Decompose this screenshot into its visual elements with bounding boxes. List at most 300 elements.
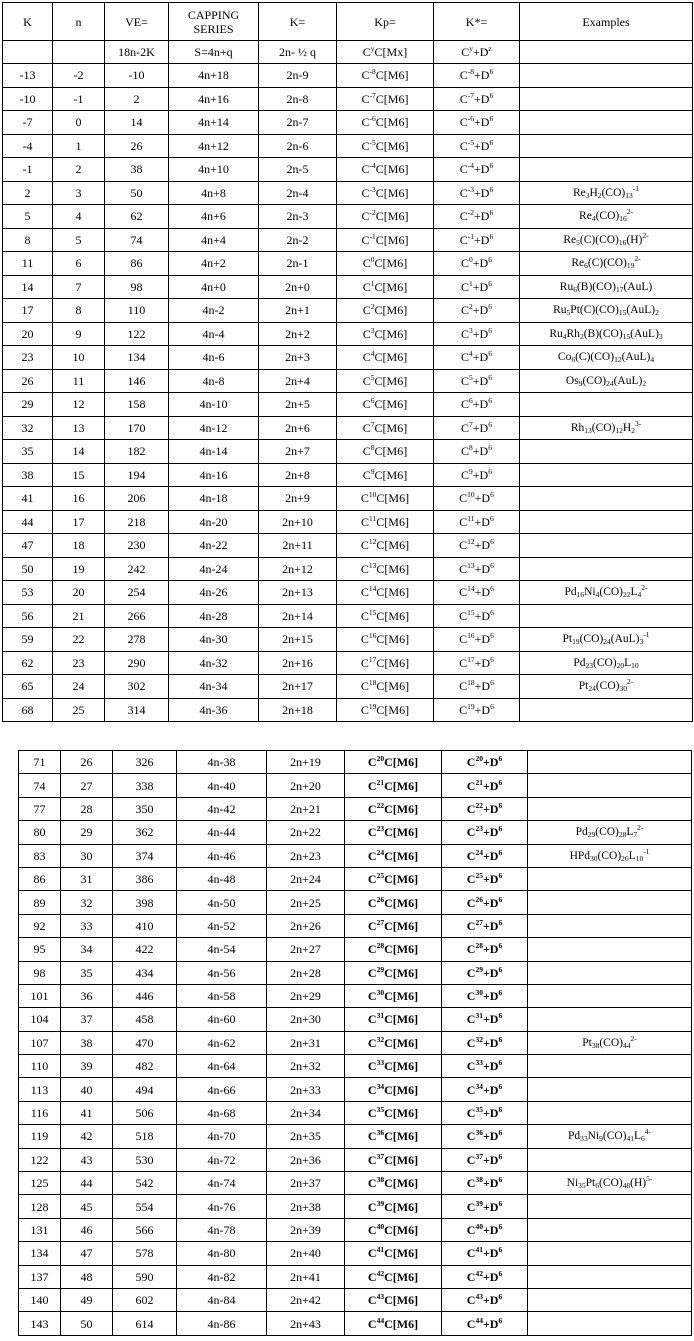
example-cell: $Re_4(CO)_{16}^{2-}$ xyxy=(520,205,693,229)
ve-cell: 134 xyxy=(105,346,169,370)
n-cell: 50 xyxy=(61,1312,113,1335)
kp-cell: $C^{25}C[M6]$ xyxy=(345,867,442,890)
example-cell: $Pd_{33}Ni_9(CO)_{41}L_6^{4-}$ xyxy=(528,1125,692,1148)
example-cell xyxy=(528,1195,692,1218)
table-row xyxy=(3,322,693,346)
kstar-cell: $C^8+D^6$ xyxy=(434,440,520,464)
table-row xyxy=(3,675,693,699)
example-cell xyxy=(528,774,692,797)
kstar-cell: $C^1+D^6$ xyxy=(434,275,520,299)
ve-cell: 362 xyxy=(113,821,177,844)
example-cell: $HPd_{30}(CO)_{26}L_{10}^{-1}$ xyxy=(528,844,692,867)
ve-cell: 386 xyxy=(113,867,177,890)
subheader-cell: $C^yC[Mx]$ xyxy=(337,41,434,64)
n-cell: 46 xyxy=(61,1218,113,1241)
k-cell: 8 xyxy=(3,228,53,252)
n-cell: 13 xyxy=(53,416,105,440)
kstar-cell: $C^{30}+D^6$ xyxy=(442,984,528,1007)
k-formula-cell: 2n+34 xyxy=(267,1101,345,1124)
ve-cell: 14 xyxy=(105,111,169,135)
kp-cell: $C^{38}C[M6]$ xyxy=(345,1172,442,1195)
n-cell: 41 xyxy=(61,1101,113,1124)
k-cell: 92 xyxy=(19,914,61,937)
example-cell xyxy=(520,557,693,581)
table-row xyxy=(3,557,693,581)
kp-cell: $C^{10}C[M6]$ xyxy=(337,487,434,511)
kstar-cell: $C^7+D^6$ xyxy=(434,416,520,440)
k-formula-cell: 2n-3 xyxy=(259,205,337,229)
n-cell: 2 xyxy=(53,158,105,182)
ve-cell: 158 xyxy=(105,393,169,417)
k-cell: 53 xyxy=(3,581,53,605)
kstar-cell: $C^{20}+D^6$ xyxy=(442,751,528,774)
k-formula-cell: 2n+10 xyxy=(259,510,337,534)
kstar-cell: $C^{34}+D^6$ xyxy=(442,1078,528,1101)
n-cell: -1 xyxy=(53,87,105,111)
example-cell xyxy=(528,891,692,914)
capping-cell: 4n-48 xyxy=(177,867,267,890)
k-cell: 80 xyxy=(19,821,61,844)
k-formula-cell: 2n+2 xyxy=(259,322,337,346)
subheader-cell: 2n- ½ q xyxy=(259,41,337,64)
table-row xyxy=(3,440,693,464)
k-cell: 62 xyxy=(3,651,53,675)
table-row xyxy=(19,984,692,1007)
example-cell: $Ru_4Rh_2(B)(CO)_{15}(AuL)_3$ xyxy=(520,322,693,346)
table-row xyxy=(3,604,693,628)
kp-cell: $C^4C[M6]$ xyxy=(337,346,434,370)
table-row xyxy=(3,299,693,323)
header-cell: Kp= xyxy=(337,3,434,41)
kp-cell: $C^{16}C[M6]$ xyxy=(337,628,434,652)
table-row xyxy=(3,510,693,534)
capping-cell: 4n-54 xyxy=(177,938,267,961)
capping-cell: 4n-82 xyxy=(177,1265,267,1288)
capping-cell: 4n-40 xyxy=(177,774,267,797)
table-row xyxy=(3,487,693,511)
example-cell xyxy=(528,938,692,961)
table-row xyxy=(19,1078,692,1101)
n-cell: 23 xyxy=(53,651,105,675)
capping-cell: 4n-68 xyxy=(177,1101,267,1124)
kstar-cell: $C^{28}+D^6$ xyxy=(442,938,528,961)
example-cell xyxy=(528,1148,692,1171)
k-formula-cell: 2n+35 xyxy=(267,1125,345,1148)
table-row xyxy=(3,205,693,229)
k-formula-cell: 2n+43 xyxy=(267,1312,345,1335)
kp-cell: $C^{-6}C[M6]$ xyxy=(337,111,434,135)
kp-cell: $C^6C[M6]$ xyxy=(337,393,434,417)
k-cell: -10 xyxy=(3,87,53,111)
table-row xyxy=(3,698,693,722)
table-row xyxy=(3,346,693,370)
n-cell: 48 xyxy=(61,1265,113,1288)
table-row xyxy=(19,867,692,890)
kstar-cell: $C^{24}+D^6$ xyxy=(442,844,528,867)
kp-cell: $C^{-2}C[M6]$ xyxy=(337,205,434,229)
n-cell: 24 xyxy=(53,675,105,699)
k-cell: 50 xyxy=(3,557,53,581)
kp-cell: $C^{39}C[M6]$ xyxy=(345,1195,442,1218)
kp-cell: $C^{44}C[M6]$ xyxy=(345,1312,442,1335)
capping-cell: 4n-66 xyxy=(177,1078,267,1101)
capping-cell: 4n-34 xyxy=(169,675,259,699)
table-row xyxy=(3,181,693,205)
table-row xyxy=(19,1288,692,1311)
ve-cell: 26 xyxy=(105,134,169,158)
example-cell xyxy=(528,1078,692,1101)
capping-cell: 4n-86 xyxy=(177,1312,267,1335)
capping-cell: 4n-6 xyxy=(169,346,259,370)
n-cell: 43 xyxy=(61,1148,113,1171)
table-row xyxy=(3,651,693,675)
k-formula-cell: 2n+29 xyxy=(267,984,345,1007)
header-row xyxy=(3,3,693,41)
ve-cell: 62 xyxy=(105,205,169,229)
k-formula-cell: 2n+13 xyxy=(259,581,337,605)
example-cell xyxy=(528,1218,692,1241)
ve-cell: 542 xyxy=(113,1172,177,1195)
example-cell xyxy=(520,487,693,511)
capping-cell: 4n-32 xyxy=(169,651,259,675)
k-formula-cell: 2n+41 xyxy=(267,1265,345,1288)
k-cell: 68 xyxy=(3,698,53,722)
kstar-cell: $C^{-7}+D^6$ xyxy=(434,87,520,111)
kstar-cell: $C^{40}+D^6$ xyxy=(442,1218,528,1241)
example-cell: $Ru_6(B)(CO)_{17}(AuL)$ xyxy=(520,275,693,299)
kp-cell: $C^5C[M6]$ xyxy=(337,369,434,393)
example-cell xyxy=(528,1312,692,1335)
capping-cell: 4n-10 xyxy=(169,393,259,417)
k-cell: 104 xyxy=(19,1008,61,1031)
n-cell: 39 xyxy=(61,1055,113,1078)
kp-cell: $C^{33}C[M6]$ xyxy=(345,1055,442,1078)
kstar-cell: $C^{23}+D^6$ xyxy=(442,821,528,844)
kp-cell: $C^{26}C[M6]$ xyxy=(345,891,442,914)
example-cell: $Re_6(C)(CO)_{19}^{2-}$ xyxy=(520,252,693,276)
n-cell: 7 xyxy=(53,275,105,299)
example-cell xyxy=(520,393,693,417)
k-formula-cell: 2n+17 xyxy=(259,675,337,699)
capping-cell: 4n-78 xyxy=(177,1218,267,1241)
example-cell: $Pt_{24}(CO)_{30}^{2-}$ xyxy=(520,675,693,699)
ve-cell: 410 xyxy=(113,914,177,937)
example-cell xyxy=(528,1008,692,1031)
example-cell xyxy=(528,1288,692,1311)
k-cell: 77 xyxy=(19,797,61,820)
kp-cell: $C^{14}C[M6]$ xyxy=(337,581,434,605)
example-cell xyxy=(520,534,693,558)
example-cell xyxy=(528,1242,692,1265)
kp-cell: $C^{-4}C[M6]$ xyxy=(337,158,434,182)
table-row xyxy=(19,797,692,820)
table-row xyxy=(19,1265,692,1288)
capping-cell: 4n-30 xyxy=(169,628,259,652)
example-cell: $Pd_{23}(CO)_{20}L_{10}$ xyxy=(520,651,693,675)
table-row xyxy=(19,891,692,914)
ve-cell: 338 xyxy=(113,774,177,797)
k-cell: 134 xyxy=(19,1242,61,1265)
ve-cell: 110 xyxy=(105,299,169,323)
kp-cell: $C^{35}C[M6]$ xyxy=(345,1101,442,1124)
k-formula-cell: 2n+8 xyxy=(259,463,337,487)
k-formula-cell: 2n+22 xyxy=(267,821,345,844)
kstar-cell: $C^{-5}+D^6$ xyxy=(434,134,520,158)
kp-cell: $C^{11}C[M6]$ xyxy=(337,510,434,534)
table-row xyxy=(19,1031,692,1054)
table-row xyxy=(19,1148,692,1171)
n-cell: 12 xyxy=(53,393,105,417)
n-cell: 4 xyxy=(53,205,105,229)
k-formula-cell: 2n+5 xyxy=(259,393,337,417)
k-formula-cell: 2n-6 xyxy=(259,134,337,158)
k-formula-cell: 2n+40 xyxy=(267,1242,345,1265)
table-row xyxy=(19,1008,692,1031)
table-row xyxy=(19,914,692,937)
example-cell xyxy=(528,1101,692,1124)
ve-cell: 314 xyxy=(105,698,169,722)
n-cell: 3 xyxy=(53,181,105,205)
k-cell: 47 xyxy=(3,534,53,558)
k-cell: 56 xyxy=(3,604,53,628)
k-formula-cell: 2n+1 xyxy=(259,299,337,323)
kp-cell: $C^{-1}C[M6]$ xyxy=(337,228,434,252)
example-cell xyxy=(528,961,692,984)
capping-cell: 4n-22 xyxy=(169,534,259,558)
kstar-cell: $C^{19}+D^6$ xyxy=(434,698,520,722)
kstar-cell: $C^{-1}+D^6$ xyxy=(434,228,520,252)
ve-cell: 566 xyxy=(113,1218,177,1241)
kstar-cell: $C^{-4}+D^6$ xyxy=(434,158,520,182)
kstar-cell: $C^9+D^6$ xyxy=(434,463,520,487)
capping-series-table-part-2 xyxy=(18,750,692,1336)
example-cell xyxy=(520,134,693,158)
subheader-cell: $C^y+D^z$ xyxy=(434,41,520,64)
kstar-cell: $C^0+D^6$ xyxy=(434,252,520,276)
table-row xyxy=(3,158,693,182)
k-formula-cell: 2n+4 xyxy=(259,369,337,393)
kstar-cell: $C^{25}+D^6$ xyxy=(442,867,528,890)
k-formula-cell: 2n+23 xyxy=(267,844,345,867)
table-row xyxy=(3,416,693,440)
kp-cell: $C^{18}C[M6]$ xyxy=(337,675,434,699)
kp-cell: $C^{29}C[M6]$ xyxy=(345,961,442,984)
ve-cell: 182 xyxy=(105,440,169,464)
ve-cell: 170 xyxy=(105,416,169,440)
ve-cell: 278 xyxy=(105,628,169,652)
kstar-cell: $C^{-2}+D^6$ xyxy=(434,205,520,229)
ve-cell: 602 xyxy=(113,1288,177,1311)
kstar-cell: $C^{35}+D^6$ xyxy=(442,1101,528,1124)
example-cell: $Re_3H_2(CO)_{13}^{-1}$ xyxy=(520,181,693,205)
kp-cell: $C^{22}C[M6]$ xyxy=(345,797,442,820)
k-formula-cell: 2n+26 xyxy=(267,914,345,937)
k-formula-cell: 2n+25 xyxy=(267,891,345,914)
ve-cell: 446 xyxy=(113,984,177,1007)
ve-cell: 434 xyxy=(113,961,177,984)
example-cell: $Ru_5Pt(C)(CO)_{15}(AuL)_2$ xyxy=(520,299,693,323)
kp-cell: $C^{21}C[M6]$ xyxy=(345,774,442,797)
subheader-cell: S=4n+q xyxy=(169,41,259,64)
k-cell: 110 xyxy=(19,1055,61,1078)
kp-cell: $C^0C[M6]$ xyxy=(337,252,434,276)
k-cell: 59 xyxy=(3,628,53,652)
table-row xyxy=(3,228,693,252)
k-cell: 74 xyxy=(19,774,61,797)
capping-cell: 4n-50 xyxy=(177,891,267,914)
kstar-cell: $C^{37}+D^6$ xyxy=(442,1148,528,1171)
kstar-cell: $C^{31}+D^6$ xyxy=(442,1008,528,1031)
k-cell: 137 xyxy=(19,1265,61,1288)
k-formula-cell: 2n-1 xyxy=(259,252,337,276)
kstar-cell: $C^{11}+D^6$ xyxy=(434,510,520,534)
kp-cell: $C^{-7}C[M6]$ xyxy=(337,87,434,111)
n-cell: 18 xyxy=(53,534,105,558)
k-cell: 41 xyxy=(3,487,53,511)
n-cell: 15 xyxy=(53,463,105,487)
capping-cell: 4n+18 xyxy=(169,64,259,88)
kstar-cell: $C^{29}+D^6$ xyxy=(442,961,528,984)
kp-cell: $C^7C[M6]$ xyxy=(337,416,434,440)
capping-cell: 4n-76 xyxy=(177,1195,267,1218)
k-formula-cell: 2n+33 xyxy=(267,1078,345,1101)
ve-cell: 530 xyxy=(113,1148,177,1171)
capping-cell: 4n-38 xyxy=(177,751,267,774)
capping-cell: 4n-80 xyxy=(177,1242,267,1265)
n-cell: 34 xyxy=(61,938,113,961)
kp-cell: $C^{-3}C[M6]$ xyxy=(337,181,434,205)
kstar-cell: $C^{32}+D^6$ xyxy=(442,1031,528,1054)
k-formula-cell: 2n-4 xyxy=(259,181,337,205)
example-cell xyxy=(520,87,693,111)
kp-cell: $C^{34}C[M6]$ xyxy=(345,1078,442,1101)
k-cell: 122 xyxy=(19,1148,61,1171)
kstar-cell: $C^{17}+D^6$ xyxy=(434,651,520,675)
ve-cell: 38 xyxy=(105,158,169,182)
k-cell: 17 xyxy=(3,299,53,323)
capping-cell: 4n-2 xyxy=(169,299,259,323)
kp-cell: $C^{43}C[M6]$ xyxy=(345,1288,442,1311)
table-row xyxy=(3,369,693,393)
ve-cell: 506 xyxy=(113,1101,177,1124)
header-cell: Examples xyxy=(520,3,693,41)
table-row xyxy=(19,844,692,867)
capping-cell: 4n-70 xyxy=(177,1125,267,1148)
kstar-cell: $C^{-8}+D^6$ xyxy=(434,64,520,88)
example-cell: $Ni_{35}Pt_6(CO)_{48}(H)^{5-}$ xyxy=(528,1172,692,1195)
table-row xyxy=(19,1101,692,1124)
k-cell: 95 xyxy=(19,938,61,961)
k-formula-cell: 2n+42 xyxy=(267,1288,345,1311)
kstar-cell: $C^5+D^6$ xyxy=(434,369,520,393)
table-row xyxy=(3,628,693,652)
k-formula-cell: 2n+20 xyxy=(267,774,345,797)
header-cell: K*= xyxy=(434,3,520,41)
k-cell: 2 xyxy=(3,181,53,205)
kstar-cell: $C^{21}+D^6$ xyxy=(442,774,528,797)
example-cell xyxy=(520,698,693,722)
ve-cell: 254 xyxy=(105,581,169,605)
example-cell: $Pd_{16}Ni_4(CO)_{22}L_4^{2-}$ xyxy=(520,581,693,605)
k-cell: 5 xyxy=(3,205,53,229)
capping-cell: 4n-72 xyxy=(177,1148,267,1171)
n-cell: 20 xyxy=(53,581,105,605)
subheader-row xyxy=(3,41,693,64)
kp-cell: $C^{15}C[M6]$ xyxy=(337,604,434,628)
capping-cell: 4n+8 xyxy=(169,181,259,205)
kstar-cell: $C^{-3}+D^6$ xyxy=(434,181,520,205)
k-formula-cell: 2n+27 xyxy=(267,938,345,961)
k-cell: 140 xyxy=(19,1288,61,1311)
kstar-cell: $C^3+D^6$ xyxy=(434,322,520,346)
ve-cell: 146 xyxy=(105,369,169,393)
table-row xyxy=(19,961,692,984)
ve-cell: 50 xyxy=(105,181,169,205)
k-formula-cell: 2n+15 xyxy=(259,628,337,652)
kp-cell: $C^{30}C[M6]$ xyxy=(345,984,442,1007)
ve-cell: 98 xyxy=(105,275,169,299)
example-cell xyxy=(520,111,693,135)
capping-cell: 4n-60 xyxy=(177,1008,267,1031)
ve-cell: 554 xyxy=(113,1195,177,1218)
k-cell: 131 xyxy=(19,1218,61,1241)
k-formula-cell: 2n-7 xyxy=(259,111,337,135)
kp-cell: $C^8C[M6]$ xyxy=(337,440,434,464)
ve-cell: 458 xyxy=(113,1008,177,1031)
kstar-cell: $C^{43}+D^6$ xyxy=(442,1288,528,1311)
kp-cell: $C^{23}C[M6]$ xyxy=(345,821,442,844)
ve-cell: 218 xyxy=(105,510,169,534)
k-cell: 125 xyxy=(19,1172,61,1195)
capping-cell: 4n-36 xyxy=(169,698,259,722)
table-row xyxy=(19,751,692,774)
table-row xyxy=(3,275,693,299)
k-cell: 101 xyxy=(19,984,61,1007)
n-cell: 32 xyxy=(61,891,113,914)
k-cell: 119 xyxy=(19,1125,61,1148)
capping-cell: 4n+4 xyxy=(169,228,259,252)
table-row xyxy=(3,463,693,487)
n-cell: 49 xyxy=(61,1288,113,1311)
capping-cell: 4n-16 xyxy=(169,463,259,487)
k-formula-cell: 2n+21 xyxy=(267,797,345,820)
example-cell: $Rh_{13}(CO)_{12}H_2^{3-}$ xyxy=(520,416,693,440)
k-formula-cell: 2n+12 xyxy=(259,557,337,581)
ve-cell: 242 xyxy=(105,557,169,581)
k-cell: 89 xyxy=(19,891,61,914)
kstar-cell: $C^{10}+D^6$ xyxy=(434,487,520,511)
ve-cell: 482 xyxy=(113,1055,177,1078)
kstar-cell: $C^{41}+D^6$ xyxy=(442,1242,528,1265)
capping-cell: 4n-14 xyxy=(169,440,259,464)
capping-cell: 4n+2 xyxy=(169,252,259,276)
ve-cell: 230 xyxy=(105,534,169,558)
header-cell: CAPPING SERIES xyxy=(169,3,259,41)
example-cell xyxy=(528,797,692,820)
k-cell: 116 xyxy=(19,1101,61,1124)
subheader-cell xyxy=(53,41,105,64)
kstar-cell: $C^{33}+D^6$ xyxy=(442,1055,528,1078)
k-formula-cell: 2n-5 xyxy=(259,158,337,182)
k-cell: 32 xyxy=(3,416,53,440)
kstar-cell: $C^2+D^6$ xyxy=(434,299,520,323)
table-row xyxy=(3,534,693,558)
k-cell: 38 xyxy=(3,463,53,487)
kp-cell: $C^{20}C[M6]$ xyxy=(345,751,442,774)
k-cell: -7 xyxy=(3,111,53,135)
n-cell: 38 xyxy=(61,1031,113,1054)
n-cell: 25 xyxy=(53,698,105,722)
